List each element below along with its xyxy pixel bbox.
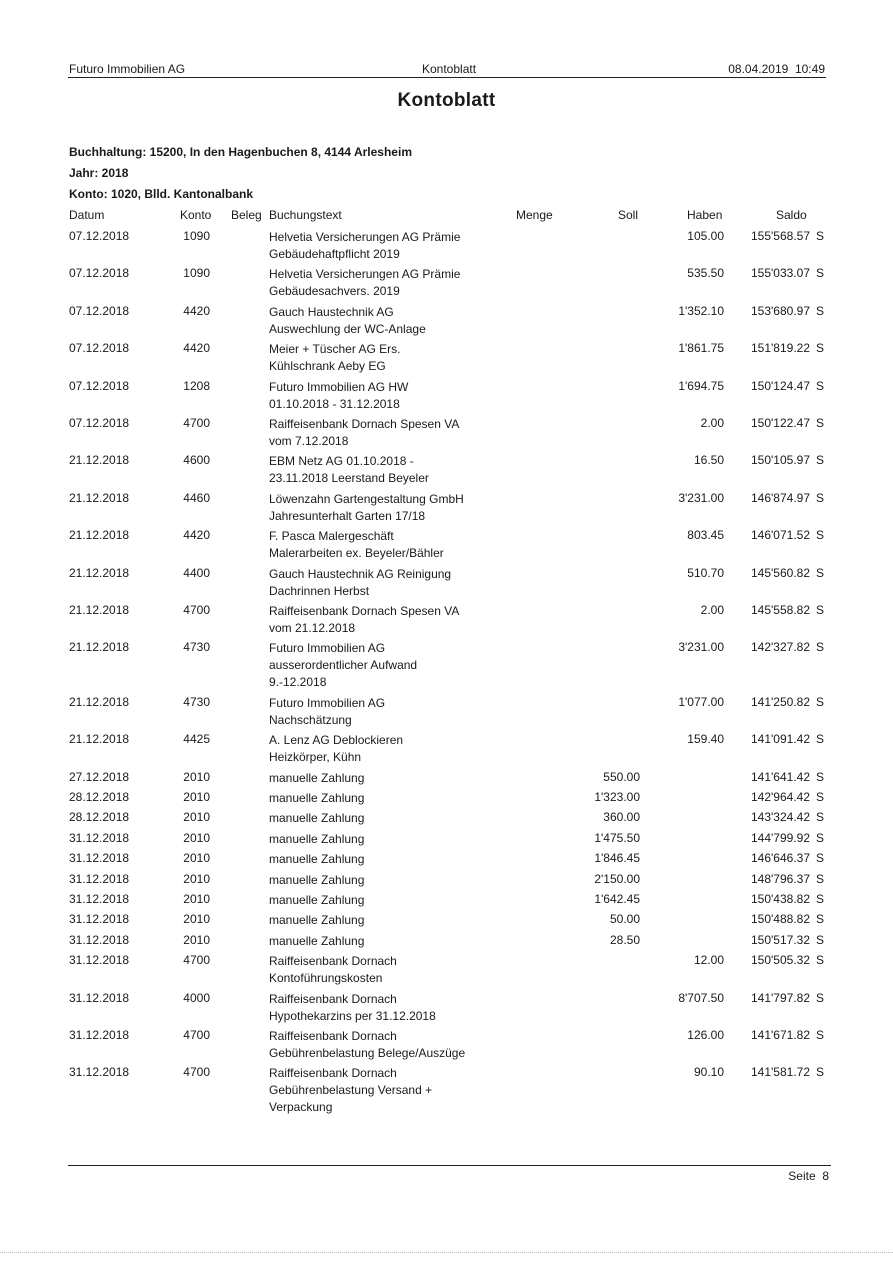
buchungstext-line: Gebäudesachvers. 2019 bbox=[269, 284, 400, 299]
cell-saldo-indicator: S bbox=[816, 640, 825, 655]
buchungstext-line: Gebührenbelastung Versand + bbox=[269, 1083, 433, 1098]
cell-konto: 4460 bbox=[183, 490, 210, 505]
cell-buchungstext bbox=[269, 229, 460, 263]
cell-saldo: 141'797.82 bbox=[750, 990, 810, 1005]
buchungstext-line: manuelle Zahlung bbox=[269, 852, 365, 867]
buchungstext-line: Kühlschrank Aeby EG bbox=[269, 359, 386, 374]
cell-saldo: 150'505.32 bbox=[750, 953, 810, 968]
cell-saldo: 141'641.42 bbox=[750, 769, 810, 784]
cell-buchungstext bbox=[269, 379, 408, 413]
buchungstext-line: ausserordentlicher Aufwand bbox=[269, 658, 418, 673]
cell-soll: 2'150.00 bbox=[594, 871, 640, 886]
buchungstext-line: Löwenzahn Gartengestaltung GmbH bbox=[269, 491, 464, 506]
cell-haben: 803.45 bbox=[687, 528, 724, 543]
cell-datum: 21.12.2018 bbox=[69, 694, 130, 709]
cell-haben: 8'707.50 bbox=[678, 990, 724, 1005]
cell-haben: 12.00 bbox=[693, 953, 724, 968]
page-title: Kontoblatt bbox=[397, 90, 496, 111]
cell-buchungstext bbox=[269, 790, 364, 807]
cell-buchungstext bbox=[269, 831, 364, 848]
cell-saldo-indicator: S bbox=[816, 266, 825, 281]
cell-saldo: 142'964.42 bbox=[750, 790, 810, 804]
cell-saldo: 145'558.82 bbox=[750, 603, 810, 617]
cell-haben: 126.00 bbox=[687, 1028, 724, 1042]
cell-saldo-indicator: S bbox=[816, 732, 825, 747]
cell-buchungstext bbox=[269, 266, 460, 300]
column-header-beleg: Beleg bbox=[231, 208, 262, 222]
cell-saldo-indicator: S bbox=[816, 932, 825, 947]
cell-saldo-indicator: S bbox=[816, 830, 825, 845]
cell-haben: 2.00 bbox=[700, 416, 724, 430]
buchungstext-line: Futuro Immobilien AG HW bbox=[269, 379, 409, 394]
cell-saldo: 150'438.82 bbox=[750, 892, 810, 906]
cell-konto: 4420 bbox=[183, 303, 210, 318]
cell-saldo-indicator: S bbox=[816, 528, 825, 543]
cell-datum: 28.12.2018 bbox=[69, 790, 130, 804]
cell-konto: 4730 bbox=[183, 694, 210, 709]
meta-jahr: Jahr: 2018 bbox=[69, 166, 129, 180]
cell-saldo-indicator: S bbox=[816, 953, 825, 968]
cell-buchungstext bbox=[269, 953, 397, 987]
cell-konto: 1090 bbox=[183, 229, 210, 243]
cell-datum: 07.12.2018 bbox=[69, 341, 130, 356]
buchungstext-line: Gebührenbelastung Belege/Auszüge bbox=[269, 1046, 466, 1060]
cell-saldo: 150'124.47 bbox=[750, 378, 810, 393]
cell-saldo: 155'568.57 bbox=[750, 229, 810, 243]
cell-datum: 31.12.2018 bbox=[69, 1028, 130, 1042]
buchungstext-line: Helvetia Versicherungen AG Prämie bbox=[269, 267, 461, 282]
cell-datum: 07.12.2018 bbox=[69, 303, 130, 318]
cell-buchungstext bbox=[269, 912, 364, 929]
cell-konto: 4425 bbox=[183, 732, 210, 747]
cell-buchungstext bbox=[269, 566, 451, 600]
cell-haben: 1'352.10 bbox=[678, 303, 724, 318]
cell-buchungstext bbox=[269, 892, 364, 909]
column-header-konto: Konto bbox=[180, 208, 212, 222]
buchungstext-line: vom 21.12.2018 bbox=[269, 621, 356, 635]
cell-saldo: 141'091.42 bbox=[750, 732, 810, 747]
column-header-haben: Haben bbox=[687, 208, 723, 222]
cell-buchungstext bbox=[269, 640, 417, 691]
cell-datum: 21.12.2018 bbox=[69, 640, 130, 655]
cell-konto: 2010 bbox=[183, 830, 210, 845]
cell-buchungstext bbox=[269, 770, 364, 787]
buchungstext-line: Verpackung bbox=[269, 1100, 333, 1115]
buchungstext-line: 01.10.2018 - 31.12.2018 bbox=[269, 396, 400, 411]
cell-konto: 2010 bbox=[183, 871, 210, 886]
column-header-soll: Soll bbox=[618, 208, 639, 222]
buchungstext-line: 23.11.2018 Leerstand Beyeler bbox=[269, 471, 429, 486]
buchungstext-line: manuelle Zahlung bbox=[269, 831, 365, 846]
column-header-menge: Menge bbox=[516, 208, 553, 222]
cell-konto: 4700 bbox=[183, 953, 210, 968]
cell-konto: 4000 bbox=[183, 990, 210, 1005]
buchungstext-line: manuelle Zahlung bbox=[269, 791, 365, 805]
cell-saldo-indicator: S bbox=[816, 1065, 825, 1080]
cell-saldo-indicator: S bbox=[816, 341, 825, 356]
cell-buchungstext bbox=[269, 304, 426, 338]
cell-saldo: 146'646.37 bbox=[750, 851, 810, 866]
cell-datum: 07.12.2018 bbox=[69, 266, 130, 281]
cell-saldo: 141'671.82 bbox=[750, 1028, 810, 1042]
cell-konto: 4400 bbox=[183, 565, 210, 580]
column-header-buchungstext: Buchungstext bbox=[269, 208, 342, 222]
cell-datum: 31.12.2018 bbox=[69, 871, 130, 886]
cell-konto: 2010 bbox=[183, 790, 210, 804]
buchungstext-line: Gauch Haustechnik AG bbox=[269, 304, 394, 319]
cell-saldo-indicator: S bbox=[816, 810, 825, 825]
cell-haben: 90.10 bbox=[693, 1065, 724, 1080]
cell-buchungstext bbox=[269, 603, 459, 637]
cell-soll: 1'323.00 bbox=[594, 790, 640, 804]
cell-buchungstext bbox=[269, 491, 464, 525]
cell-datum: 31.12.2018 bbox=[69, 830, 130, 845]
cell-saldo: 145'560.82 bbox=[750, 565, 810, 580]
buchungstext-line: Kontoführungskosten bbox=[269, 971, 383, 986]
cell-datum: 31.12.2018 bbox=[69, 953, 130, 968]
cell-buchungstext bbox=[269, 528, 444, 562]
cell-haben: 3'231.00 bbox=[678, 490, 724, 505]
cell-soll: 1'642.45 bbox=[594, 892, 640, 906]
header-center-title: Kontoblatt bbox=[422, 62, 477, 76]
header-divider bbox=[68, 77, 826, 78]
cell-konto: 4600 bbox=[183, 453, 210, 468]
cell-konto: 4700 bbox=[183, 416, 210, 430]
cell-saldo: 146'874.97 bbox=[750, 490, 810, 505]
buchungstext-line: Malerarbeiten ex. Beyeler/Bähler bbox=[269, 546, 444, 561]
buchungstext-line: manuelle Zahlung bbox=[269, 893, 365, 907]
cell-buchungstext bbox=[269, 1028, 465, 1062]
buchungstext-line: Dachrinnen Herbst bbox=[269, 583, 370, 598]
cell-datum: 31.12.2018 bbox=[69, 912, 130, 927]
buchungstext-line: Meier + Tüscher AG Ers. bbox=[269, 342, 401, 357]
cell-saldo-indicator: S bbox=[816, 490, 825, 505]
cell-saldo-indicator: S bbox=[816, 378, 825, 393]
cell-saldo-indicator: S bbox=[816, 912, 825, 927]
cell-saldo-indicator: S bbox=[816, 229, 825, 243]
cell-saldo: 142'327.82 bbox=[750, 640, 810, 655]
cell-datum: 21.12.2018 bbox=[69, 603, 130, 617]
cell-datum: 21.12.2018 bbox=[69, 453, 130, 468]
cell-saldo-indicator: S bbox=[816, 565, 825, 580]
cell-datum: 21.12.2018 bbox=[69, 528, 130, 543]
cell-konto: 1208 bbox=[183, 378, 210, 393]
cell-konto: 4730 bbox=[183, 640, 210, 655]
cell-konto: 2010 bbox=[183, 769, 210, 784]
cell-buchungstext bbox=[269, 732, 403, 766]
cell-saldo-indicator: S bbox=[816, 892, 825, 906]
buchungstext-line: Gebäudehaftpflicht 2019 bbox=[269, 247, 400, 261]
column-header-datum: Datum bbox=[69, 208, 105, 222]
cell-konto: 4420 bbox=[183, 341, 210, 356]
buchungstext-line: Hypothekarzins per 31.12.2018 bbox=[269, 1008, 436, 1023]
cell-haben: 16.50 bbox=[693, 453, 724, 468]
cell-soll: 1'846.45 bbox=[594, 851, 640, 866]
cell-saldo-indicator: S bbox=[816, 416, 825, 430]
cell-saldo: 146'071.52 bbox=[750, 528, 810, 543]
cell-haben: 2.00 bbox=[700, 603, 724, 617]
buchungstext-line: Raiffeisenbank Dornach bbox=[269, 1029, 397, 1043]
cell-saldo-indicator: S bbox=[816, 851, 825, 866]
cell-saldo: 150'517.32 bbox=[750, 932, 810, 947]
cell-soll: 28.50 bbox=[609, 932, 640, 947]
scan-edge-line bbox=[0, 1252, 893, 1253]
cell-konto: 4420 bbox=[183, 528, 210, 543]
cell-saldo: 150'105.97 bbox=[750, 453, 810, 468]
cell-buchungstext bbox=[269, 1065, 432, 1116]
cell-saldo-indicator: S bbox=[816, 694, 825, 709]
cell-konto: 2010 bbox=[183, 932, 210, 947]
cell-haben: 159.40 bbox=[687, 732, 724, 747]
buchungstext-line: Raiffeisenbank Dornach bbox=[269, 954, 397, 969]
cell-datum: 31.12.2018 bbox=[69, 1065, 130, 1080]
cell-saldo: 151'819.22 bbox=[750, 341, 810, 356]
cell-haben: 1'694.75 bbox=[678, 378, 724, 393]
header-datetime: 08.04.2019 10:49 bbox=[728, 62, 825, 76]
cell-saldo: 155'033.07 bbox=[750, 266, 810, 281]
cell-buchungstext bbox=[269, 872, 364, 889]
cell-konto: 2010 bbox=[183, 851, 210, 866]
cell-konto: 1090 bbox=[183, 266, 210, 281]
buchungstext-line: manuelle Zahlung bbox=[269, 811, 365, 826]
cell-datum: 07.12.2018 bbox=[69, 416, 130, 430]
cell-datum: 31.12.2018 bbox=[69, 892, 130, 906]
buchungstext-line: manuelle Zahlung bbox=[269, 933, 365, 948]
cell-datum: 07.12.2018 bbox=[69, 378, 130, 393]
cell-soll: 550.00 bbox=[603, 769, 640, 784]
cell-datum: 21.12.2018 bbox=[69, 732, 130, 747]
cell-saldo-indicator: S bbox=[816, 871, 825, 886]
cell-saldo: 150'488.82 bbox=[750, 912, 810, 927]
cell-saldo-indicator: S bbox=[816, 303, 825, 318]
buchungstext-line: Helvetia Versicherungen AG Prämie bbox=[269, 230, 461, 244]
cell-saldo: 148'796.37 bbox=[750, 871, 810, 886]
cell-saldo-indicator: S bbox=[816, 990, 825, 1005]
buchungstext-line: manuelle Zahlung bbox=[269, 913, 365, 928]
buchungstext-line: Auswechlung der WC-Anlage bbox=[269, 321, 426, 336]
cell-haben: 3'231.00 bbox=[678, 640, 724, 655]
page-number: Seite 8 bbox=[788, 1169, 829, 1183]
buchungstext-line: EBM Netz AG 01.10.2018 - bbox=[269, 454, 414, 469]
cell-saldo: 141'581.72 bbox=[750, 1065, 810, 1080]
cell-haben: 1'861.75 bbox=[678, 341, 724, 356]
buchungstext-line: Jahresunterhalt Garten 17/18 bbox=[269, 508, 426, 523]
buchungstext-line: Futuro Immobilien AG bbox=[269, 641, 386, 656]
cell-buchungstext bbox=[269, 991, 436, 1025]
cell-haben: 1'077.00 bbox=[678, 694, 724, 709]
cell-datum: 07.12.2018 bbox=[69, 229, 130, 243]
cell-saldo: 150'122.47 bbox=[750, 416, 810, 430]
buchungstext-line: Raiffeisenbank Dornach bbox=[269, 1066, 397, 1081]
cell-datum: 28.12.2018 bbox=[69, 810, 130, 825]
cell-saldo-indicator: S bbox=[816, 603, 825, 617]
cell-buchungstext bbox=[269, 851, 364, 868]
buchungstext-line: Raiffeisenbank Dornach Spesen VA bbox=[269, 417, 460, 431]
buchungstext-line: manuelle Zahlung bbox=[269, 872, 365, 887]
buchungstext-line: Nachschätzung bbox=[269, 712, 352, 727]
cell-datum: 31.12.2018 bbox=[69, 932, 130, 947]
cell-saldo-indicator: S bbox=[816, 769, 825, 784]
cell-soll: 360.00 bbox=[603, 810, 640, 825]
header-company: Futuro Immobilien AG bbox=[69, 62, 186, 76]
cell-saldo-indicator: S bbox=[816, 453, 825, 468]
cell-soll: 1'475.50 bbox=[594, 830, 640, 845]
cell-konto: 2010 bbox=[183, 892, 210, 906]
buchungstext-line: 9.-12.2018 bbox=[269, 675, 327, 690]
buchungstext-line: Gauch Haustechnik AG Reinigung bbox=[269, 566, 452, 581]
cell-buchungstext bbox=[269, 695, 385, 729]
cell-buchungstext bbox=[269, 341, 401, 375]
buchungstext-line: vom 7.12.2018 bbox=[269, 434, 349, 448]
cell-konto: 4700 bbox=[183, 603, 210, 617]
cell-datum: 31.12.2018 bbox=[69, 990, 130, 1005]
cell-saldo-indicator: S bbox=[816, 790, 825, 804]
cell-haben: 535.50 bbox=[687, 266, 724, 281]
cell-buchungstext bbox=[269, 453, 429, 487]
cell-haben: 510.70 bbox=[687, 565, 724, 580]
cell-buchungstext bbox=[269, 416, 459, 450]
cell-saldo: 141'250.82 bbox=[750, 694, 810, 709]
buchungstext-line: A. Lenz AG Deblockieren bbox=[269, 733, 404, 748]
cell-konto: 2010 bbox=[183, 810, 210, 825]
cell-soll: 50.00 bbox=[609, 912, 640, 927]
column-header-saldo: Saldo bbox=[776, 208, 807, 222]
buchungstext-line: F. Pasca Malergeschäft bbox=[269, 529, 394, 544]
buchungstext-line: Futuro Immobilien AG bbox=[269, 695, 386, 710]
cell-haben: 105.00 bbox=[687, 229, 724, 243]
meta-buchhaltung: Buchhaltung: 15200, In den Hagenbuchen 8, 4144 Arlesheim bbox=[69, 145, 412, 159]
cell-konto: 4700 bbox=[183, 1065, 210, 1080]
cell-saldo: 143'324.42 bbox=[750, 810, 810, 825]
meta-konto: Konto: 1020, Blld. Kantonalbank bbox=[69, 187, 254, 201]
buchungstext-line: Raiffeisenbank Dornach Spesen VA bbox=[269, 604, 460, 618]
cell-buchungstext bbox=[269, 810, 364, 827]
buchungstext-line: Heizkörper, Kühn bbox=[269, 750, 362, 765]
buchungstext-line: Raiffeisenbank Dornach bbox=[269, 991, 397, 1006]
cell-saldo-indicator: S bbox=[816, 1028, 825, 1042]
cell-datum: 21.12.2018 bbox=[69, 565, 130, 580]
cell-buchungstext bbox=[269, 933, 364, 950]
buchungstext-line: manuelle Zahlung bbox=[269, 770, 365, 785]
cell-saldo: 153'680.97 bbox=[750, 303, 810, 318]
cell-konto: 2010 bbox=[183, 912, 210, 927]
cell-datum: 21.12.2018 bbox=[69, 490, 130, 505]
cell-datum: 31.12.2018 bbox=[69, 851, 130, 866]
footer-divider bbox=[68, 1165, 831, 1166]
cell-saldo: 144'799.92 bbox=[750, 830, 810, 845]
cell-konto: 4700 bbox=[183, 1028, 210, 1042]
cell-datum: 27.12.2018 bbox=[69, 769, 130, 784]
